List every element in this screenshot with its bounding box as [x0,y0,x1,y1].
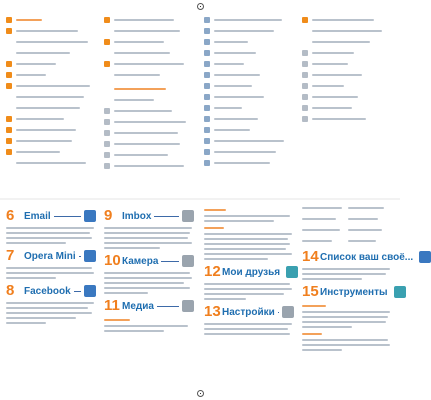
section-heading [302,248,414,265]
list-item [6,126,96,134]
paragraph [104,325,194,332]
list-item [6,159,96,167]
app-icon [302,116,308,122]
menu-icon [204,149,210,155]
app-icon [104,17,110,23]
subsection-heading [204,225,294,231]
section-heading [104,298,194,314]
section-title: Настройки [222,306,275,318]
app-icon [6,72,12,78]
top-panel-4 [302,14,394,182]
list-item [204,126,294,134]
section-number: 14 [302,248,319,265]
paragraph [204,233,294,260]
list-item [104,16,194,24]
registration-mark-top [197,3,204,10]
list-item [6,148,96,156]
list-item [6,38,96,46]
bottom-panel-2 [104,202,194,388]
heading-rule [74,291,81,292]
email-icon [84,210,96,222]
section-title: Opera Mini [24,250,76,262]
app-icon [302,72,308,78]
menu-icon [204,160,210,166]
bottom-panel-3 [204,202,294,388]
section-title: Инструменты [320,286,388,298]
list-item [302,93,394,101]
friends-icon [286,266,298,278]
app-icon [6,138,12,144]
list-item [204,60,294,68]
subsection-heading [104,317,194,323]
app-icon [6,28,12,34]
list-item [302,16,394,24]
list-item [302,71,394,79]
heading-rule [157,306,179,307]
section-number: 6 [6,207,15,224]
list-icon [419,251,431,263]
registration-mark-bottom [197,390,204,397]
section-number: 10 [104,252,121,269]
app-icon [6,127,12,133]
list-item [104,129,194,137]
bottom-panel-4 [302,202,414,388]
section-number: 8 [6,282,15,299]
app-icon [302,94,308,100]
menu-icon [204,39,210,45]
list-item [104,49,194,57]
phone-icon [104,163,110,169]
app-icon [302,61,308,67]
app-icon [104,39,110,45]
section-title: Facebook [24,285,71,297]
list-item [6,137,96,145]
list-item [302,49,394,57]
section-title: Список ваш своё... [320,251,414,263]
list-item [104,162,194,170]
section-title: Камера [122,255,159,267]
phone-icon [104,152,110,158]
section-heading [204,264,294,280]
subsection-heading [302,303,394,309]
paragraph [204,323,294,335]
section-number: 15 [302,283,319,300]
list-item [204,49,294,57]
list-item [302,27,394,35]
list-item [302,82,394,90]
section-number: 12 [204,263,221,280]
list-item [6,16,96,24]
app-icon [6,149,12,155]
menu-icon [204,28,210,34]
section-heading [6,283,96,299]
media-icon [182,300,194,312]
heading-rule [161,261,179,262]
list-item [204,159,294,167]
app-icon [6,61,12,67]
phone-icon [104,141,110,147]
paragraph [104,227,194,249]
list-item [302,215,394,223]
section-heading [104,208,194,224]
paragraph [6,227,96,244]
list-item [204,104,294,112]
top-panel-3 [204,14,294,182]
paragraph [6,302,96,324]
list-item [104,85,194,93]
menu-icon [204,127,210,133]
paragraph [204,215,294,222]
facebook-icon [84,285,96,297]
list-item [204,93,294,101]
phone-icon [104,119,110,125]
list-item [104,27,194,35]
list-item [104,60,194,68]
list-item [6,93,96,101]
menu-icon [204,17,210,23]
section-heading [6,248,96,264]
section-title: Imbox [122,210,152,222]
menu-icon [204,138,210,144]
list-item [204,16,294,24]
list-item [204,148,294,156]
menu-icon [204,105,210,111]
app-icon [302,105,308,111]
paragraph [204,283,294,300]
inbox-icon [182,210,194,222]
top-panel-2 [104,14,194,182]
phone-icon [104,130,110,136]
list-item [104,151,194,159]
menu-icon [204,83,210,89]
section-number: 7 [6,247,15,264]
list-item [204,27,294,35]
list-item [204,82,294,90]
settings-icon [282,306,294,318]
list-item [104,71,194,79]
app-icon [302,50,308,56]
app-icon [302,83,308,89]
paragraph [302,311,394,328]
tools-icon [394,286,406,298]
list-item [6,60,96,68]
section-number: 13 [204,303,221,320]
app-icon [6,116,12,122]
heading-rule [54,216,81,217]
list-item [302,60,394,68]
list-item [6,115,96,123]
bottom-panel-1 [6,202,96,388]
section-heading [204,304,294,320]
section-heading [104,253,194,269]
list-item [204,137,294,145]
app-icon [302,17,308,23]
opera-mini-icon [84,250,96,262]
heading-rule [79,256,81,257]
camera-icon [182,255,194,267]
subsection-heading [204,207,294,213]
phone-icon [104,108,110,114]
list-item [6,49,96,57]
list-item [6,71,96,79]
section-heading [302,284,394,300]
menu-icon [204,50,210,56]
fold-line [0,198,400,200]
subsection-heading [302,331,394,337]
section-number: 11 [104,297,120,314]
section-heading [6,208,96,224]
list-item [6,104,96,112]
list-item [204,71,294,79]
list-item [104,140,194,148]
app-icon [6,83,12,89]
menu-icon [204,116,210,122]
menu-icon [204,61,210,67]
list-item [6,82,96,90]
section-title: Email [24,210,51,222]
list-item [104,96,194,104]
app-icon [6,17,12,23]
list-item [204,38,294,46]
list-item [302,38,394,46]
menu-icon [204,94,210,100]
paragraph [6,267,96,279]
paragraph [104,272,194,294]
section-title: Медиа [122,300,154,312]
list-item [104,107,194,115]
list-item [302,204,394,212]
list-item [302,104,394,112]
paragraph [302,268,394,280]
paragraph [302,339,394,351]
list-item [104,38,194,46]
list-item [104,118,194,126]
list-item [204,115,294,123]
list-item [302,237,394,245]
top-panel-1 [6,14,96,182]
list-item [302,115,394,123]
heading-rule [154,216,179,217]
section-number: 9 [104,207,113,224]
list-item [6,27,96,35]
menu-icon [204,72,210,78]
list-item [302,226,394,234]
heading-rule [278,312,279,313]
app-icon [104,61,110,67]
section-title: Мои друзья [222,266,281,278]
